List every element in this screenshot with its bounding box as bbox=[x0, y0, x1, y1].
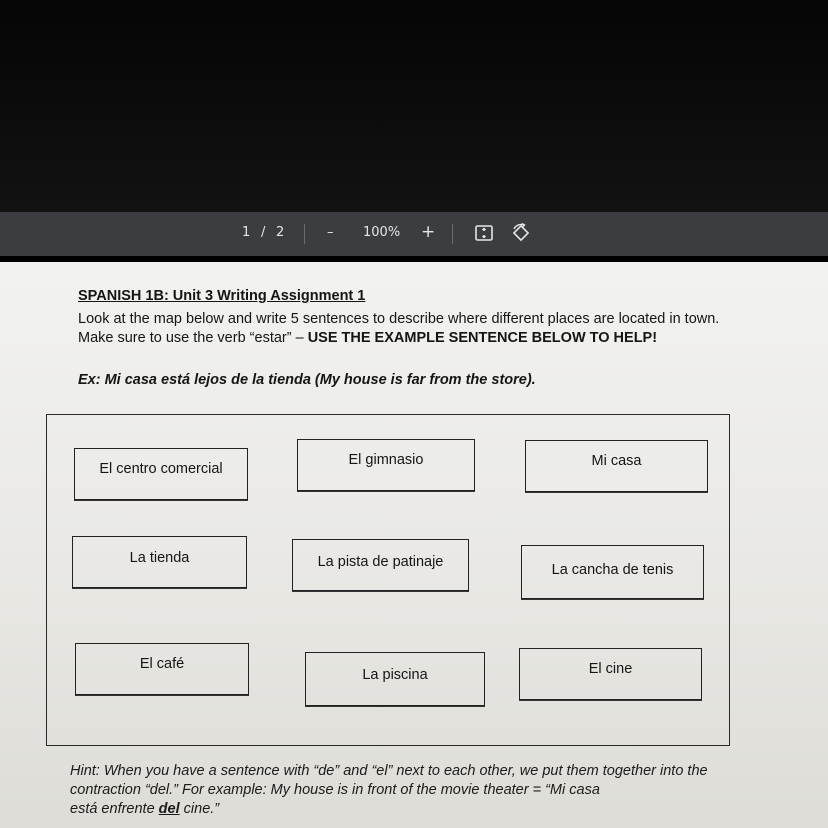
place-box: Mi casa bbox=[525, 440, 708, 492]
document-page bbox=[0, 262, 828, 828]
hint-contraction: del bbox=[158, 801, 180, 817]
place-box: La cancha de tenis bbox=[521, 545, 704, 599]
fit-page-icon[interactable] bbox=[473, 222, 495, 244]
place-box: El gimnasio bbox=[297, 439, 475, 491]
place-box: El café bbox=[75, 643, 249, 695]
place-box: La pista de patinaje bbox=[292, 539, 469, 591]
page-separator: / bbox=[261, 225, 266, 240]
place-box: La piscina bbox=[305, 652, 485, 706]
instructions-emphasis: USE THE EXAMPLE SENTENCE BELOW TO HELP! bbox=[307, 330, 658, 346]
instructions-text: Look at the map below and write 5 sentences to describe where different places are located in town. Make sure to use the verb “estar” – bbox=[78, 311, 720, 346]
zoom-level[interactable]: 100% bbox=[363, 225, 401, 240]
place-box: El cine bbox=[519, 648, 702, 700]
toolbar-divider bbox=[452, 224, 453, 244]
pdf-toolbar bbox=[0, 212, 828, 256]
dark-background bbox=[0, 0, 828, 212]
page-title: SPANISH 1B: Unit 3 Writing Assignment 1 bbox=[78, 288, 366, 304]
hint-text: Hint: When you have a sentence with “de” and “el” next to each other, we put them together into the contraction “del.” For example: My house is in front of the movie theater = “Mi casa bbox=[70, 763, 708, 798]
hint-tail-start: está enfrente bbox=[70, 801, 159, 817]
place-box: La tienda bbox=[72, 536, 247, 588]
instructions bbox=[78, 310, 758, 348]
zoom-out-button[interactable]: – bbox=[327, 225, 334, 240]
page-current[interactable]: 1 bbox=[242, 225, 251, 240]
page-total: 2 bbox=[276, 225, 285, 240]
zoom-in-button[interactable]: + bbox=[421, 222, 436, 242]
toolbar-divider bbox=[304, 224, 305, 244]
example-sentence: Ex: Mi casa está lejos de la tienda (My house is far from the store). bbox=[78, 372, 536, 388]
place-box: El centro comercial bbox=[74, 448, 248, 500]
rotate-icon[interactable] bbox=[510, 222, 532, 244]
hint-tail-end: cine.” bbox=[179, 801, 220, 817]
hint-note bbox=[70, 762, 750, 819]
